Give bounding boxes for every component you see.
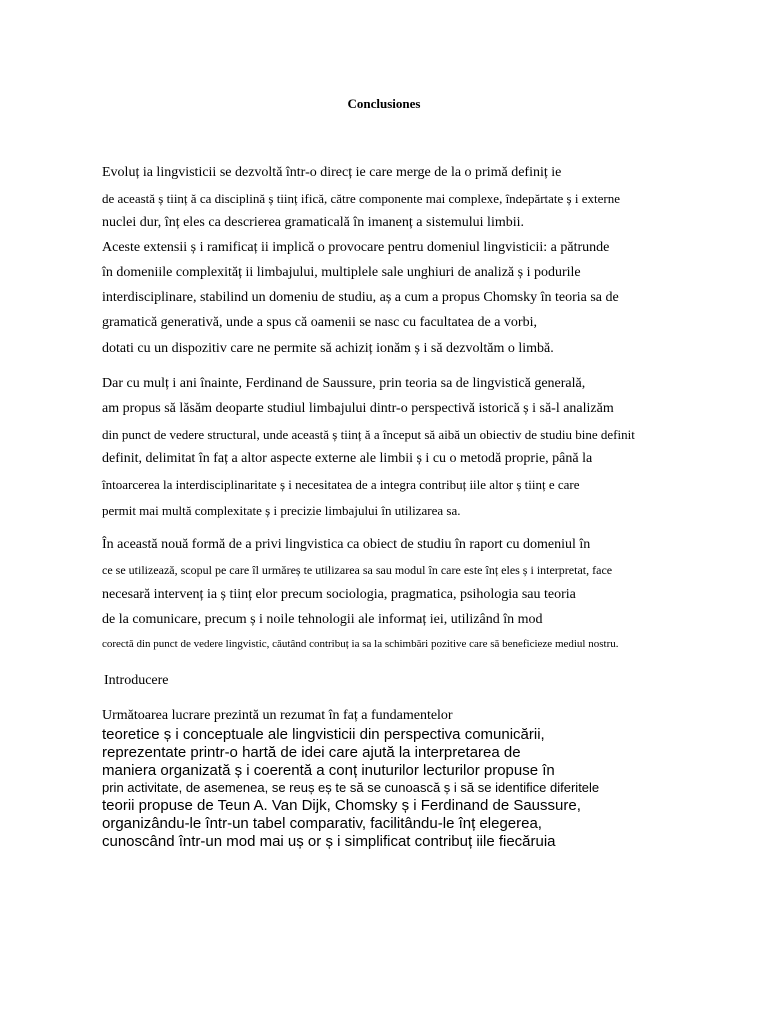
paragraph-line: ce se utilizează, scopul pe care îl urmăreș te utilizarea sa sau modul în care este înț eles ș i interpretat, face [102, 563, 613, 577]
paragraph-line: de la comunicare, precum ș i noile tehnologii ale informaț iei, utilizând în mod [102, 612, 543, 627]
paragraph-line: interdisciplinare, stabilind un domeniu de studiu, aș a cum a propus Chomsky în teoria sa de [102, 290, 619, 305]
paragraph-line: Următoarea lucrare prezintă un rezumat în faț a fundamentelor [102, 708, 453, 723]
paragraph-line: maniera organizată ș i coerentă a conț inuturilor lecturilor propuse în [102, 762, 555, 779]
paragraph-line: gramatică generativă, unde a spus că oamenii se nasc cu facultatea de a vorbi, [102, 315, 537, 330]
paragraph-line: organizându-le într-un tabel comparativ, facilitându-le înț elegerea, [102, 815, 542, 832]
paragraph-line: teoretice ș i conceptuale ale lingvisticii din perspectiva comunicării, [102, 726, 545, 743]
paragraph-line: teorii propuse de Teun A. Van Dijk, Chomsky ș i Ferdinand de Saussure, [102, 797, 581, 814]
paragraph-line: întoarcerea la interdisciplinaritate ș i necesitatea de a integra contribuț iile altor ș tiinț e care [102, 477, 580, 492]
paragraph-line: cunoscând într-un mod mai uș or ș i simplificat contribuț iile fiecăruia [102, 833, 556, 850]
section-heading: Introducere [104, 673, 169, 688]
paragraph-line: definit, delimitat în faț a altor aspecte externe ale limbii ș i cu o metodă proprie, până la [102, 451, 593, 466]
paragraph-line: din punct de vedere structural, unde această ș tiinț ă a început să aibă un obiectiv de studiu bine definit [102, 427, 635, 442]
page-title: Conclusiones [347, 96, 421, 111]
paragraph-line: am propus să lăsăm deoparte studiul limbajului dintr-o perspectivă istorică ș i să-l analizăm [102, 401, 614, 416]
paragraph-line: nuclei dur, înț eles ca descrierea gramaticală în imanenț a sistemului limbii. [102, 215, 525, 230]
paragraph-line: Aceste extensii ș i ramificaț ii implică o provocare pentru domeniul lingvisticii: a pătrunde [102, 240, 610, 255]
paragraph-line: permit mai multă complexitate ș i precizie limbajului în utilizarea sa. [102, 503, 461, 518]
paragraph-line: În această nouă formă de a privi lingvistica ca obiect de studiu în raport cu domeniul în [102, 537, 591, 552]
paragraph-line: necesară intervenț ia ș tiinț elor precum sociologia, pragmatica, psihologia sau teoria [102, 587, 576, 602]
paragraph-line: corectă din punct de vedere lingvistic, căutând contribuț ia sa la schimbări pozitive care să beneficieze mediul nostru. [102, 638, 619, 650]
paragraph-line: dotati cu un dispozitiv care ne permite să achiziț ionăm ș i să dezvoltăm o limbă. [102, 341, 554, 356]
paragraph-line: prin activitate, de asemenea, se reuș eș te să se cunoască ș i să se identifice diferitele [102, 780, 600, 795]
paragraph-line: Dar cu mulț i ani înainte, Ferdinand de Saussure, prin teoria sa de lingvistică generală, [102, 376, 586, 391]
paragraph-line: în domeniile complexităț ii limbajului, multiplele sale unghiuri de analiză ș i podurile [102, 265, 581, 280]
paragraph-line: Evoluț ia lingvisticii se dezvoltă într-o direcț ie care merge de la o primă definiț ie [102, 165, 562, 180]
paragraph-line: reprezentate printr-o hartă de idei care ajută la interpretarea de [102, 744, 521, 761]
paragraph-line: de această ș tiinț ă ca disciplină ș tiinț ifică, către componente mai complexe, îndepărtate ș i externe [102, 191, 620, 206]
